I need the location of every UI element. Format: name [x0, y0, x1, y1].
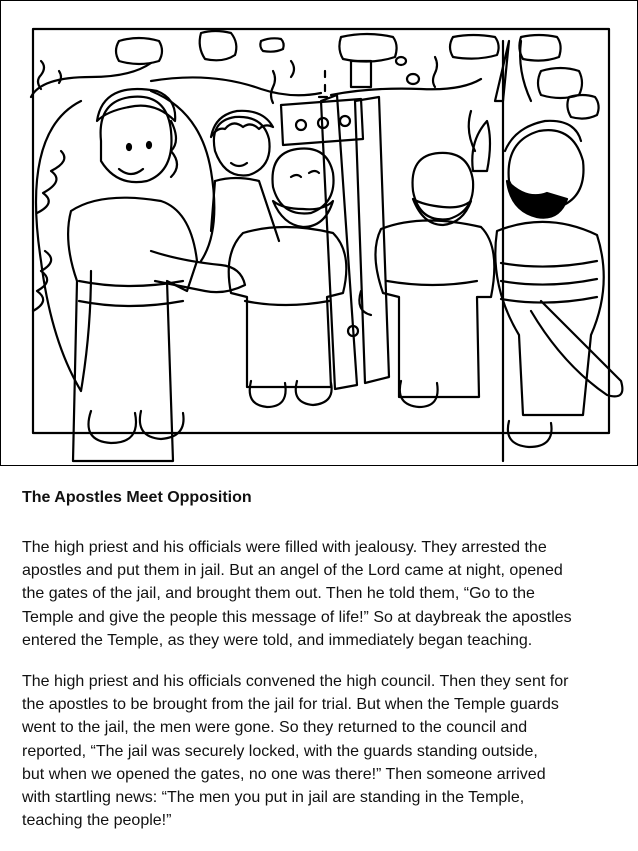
paragraph-line: teaching the people!”: [22, 812, 172, 830]
paragraph-line: went to the jail, the men were gone. So they returned to the council and: [22, 719, 528, 737]
paragraph-line: The high priest and his officials convened the high council. Then they sent for: [22, 673, 569, 690]
paragraph-line: with startling news: “The men you put in jail are standing in the Temple,: [22, 789, 525, 807]
paragraph-line: entered the Temple, as they were told, and immediately began teaching.: [22, 631, 533, 649]
paragraph-line: the apostles to be brought from the jail for trial. But when the Temple guards: [22, 696, 559, 714]
apostle-figure: [211, 111, 279, 241]
story-paragraph-1: [22, 536, 622, 652]
coloring-illustration: [1, 1, 637, 465]
paragraph-line: reported, “The jail was securely locked, with the guards standing outside,: [22, 742, 538, 760]
paragraph-line: the gates of the jail, and brought them out. Then he told them, “Go to the: [22, 585, 535, 603]
story-paragraph-2: [22, 670, 622, 832]
apostle-figure: [359, 153, 494, 407]
paragraph-line: Temple and give the people this message of life!” So at daybreak the apostles: [22, 608, 572, 626]
paragraph-line: but when we opened the gates, no one was there!” Then someone arrived: [22, 765, 546, 783]
document-title: The Apostles Meet Opposition: [22, 489, 252, 506]
paragraph-line: The high priest and his officials were filled with jealousy. They arrested the: [22, 539, 547, 556]
guard-figure: [472, 41, 622, 461]
paragraph-line: apostles and put them in jail. But an angel of the Lord came at night, opened: [22, 562, 563, 580]
